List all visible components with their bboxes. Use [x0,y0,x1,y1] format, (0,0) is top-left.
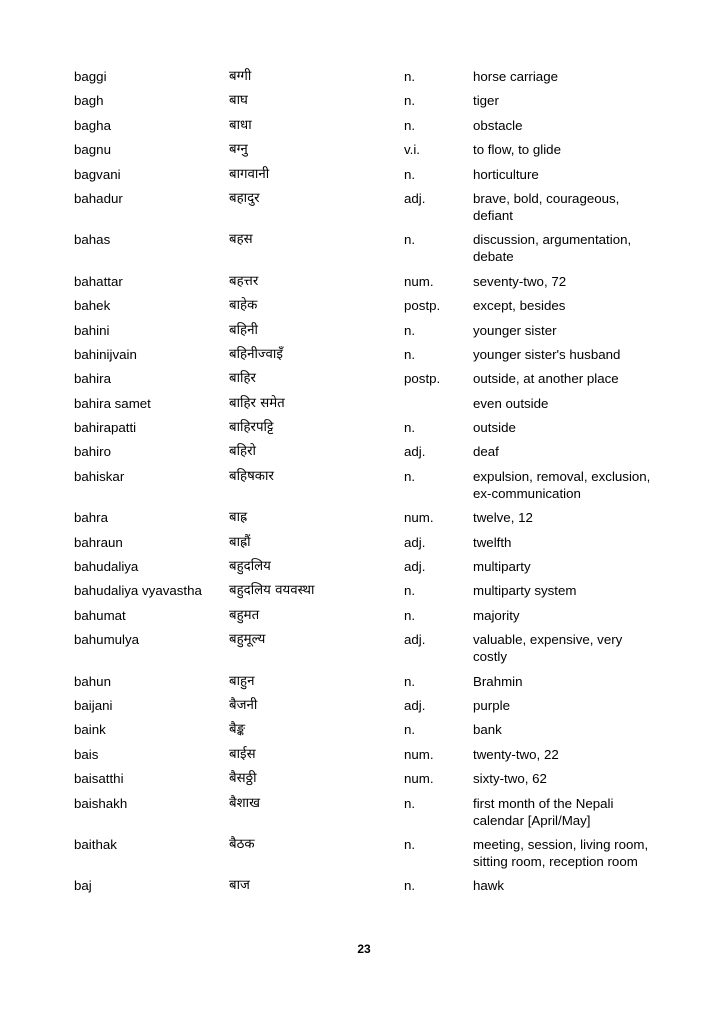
dictionary-entry [74,836,654,870]
dictionary-entry [74,558,654,575]
dictionary-entry [74,190,654,224]
entry-part-of-speech: n. [404,346,416,362]
dictionary-entry [74,582,654,599]
entry-part-of-speech: n. [404,117,416,133]
entry-devanagari-word: बाधा [229,117,252,133]
dictionary-entry [74,231,654,265]
entry-romanized-word: bahira [74,371,111,387]
entry-devanagari-word: बहुमूल्य [229,632,266,648]
entry-part-of-speech: n. [404,69,416,84]
entry-meaning: twelfth [473,534,512,550]
entry-part-of-speech: adj. [404,534,426,550]
entry-meaning: meeting, session, living room, sitting room, reception room [473,836,649,869]
entry-part-of-speech: n. [404,836,416,852]
entry-romanized-word: bagvani [74,166,121,182]
dictionary-entry [74,468,654,502]
entry-devanagari-word: बाहुन [229,673,255,689]
entry-devanagari-word: बहुदलिय वयवस्था [229,583,315,599]
entry-devanagari-word: बैजनी [229,697,258,713]
entry-romanized-word: bahattar [74,273,123,289]
entry-meaning: hawk [473,878,505,894]
entry-devanagari-word: बहुमत [229,607,260,623]
dictionary-entry [74,395,654,412]
entry-meaning: younger sister's husband [473,346,621,362]
dictionary-entry [74,877,654,894]
entry-meaning: brave, bold, courageous, defiant [473,190,620,223]
dictionary-entry [74,273,654,290]
entry-romanized-word: bahudaliya vyavastha [74,583,202,599]
entry-devanagari-word: बहिरो [229,444,256,460]
entry-devanagari-word: बहुदलिय [229,559,271,575]
entry-devanagari-word: बग्नु [229,142,248,158]
entry-devanagari-word: बैसठ्ठी [229,771,257,787]
entry-romanized-word: bahra [74,510,109,526]
entry-romanized-word: bahinijvain [74,346,137,362]
entry-meaning: except, besides [473,298,566,314]
entry-devanagari-word: बैङ्क [229,722,246,738]
entry-meaning: first month of the Nepali calendar [April/May] [473,795,614,828]
dictionary-entry [74,346,654,363]
entry-meaning: to flow, to glide [473,142,561,158]
dictionary-entry [74,607,654,624]
dictionary-entry [74,370,654,387]
entry-part-of-speech: n. [404,795,416,811]
entry-romanized-word: bahini [74,322,110,338]
dictionary-entry [74,443,654,460]
entry-part-of-speech: num. [404,273,434,289]
entry-meaning: majority [473,607,520,623]
entry-romanized-word: bagh [74,93,104,109]
entry-devanagari-word: बाह्रौं [229,534,251,550]
entry-romanized-word: baisatthi [74,771,124,787]
entry-romanized-word: bahraun [74,534,123,550]
dictionary-entry [74,166,654,183]
dictionary-entry [74,534,654,551]
dictionary-entry [74,117,654,134]
dictionary-entry [74,509,654,526]
entry-part-of-speech: adj. [404,444,426,460]
entry-devanagari-word: बहस [229,232,253,248]
dictionary-entry [74,721,654,738]
dictionary-entry [74,419,654,436]
dictionary-entry [74,631,654,665]
entry-meaning: deaf [473,444,499,460]
entry-devanagari-word: बहिषकार [229,468,274,484]
entry-meaning: discussion, argumentation, debate [473,232,632,265]
dictionary-entry [74,322,654,339]
entry-part-of-speech: num. [404,510,434,526]
entry-meaning: horticulture [473,166,539,182]
entry-meaning: even outside [473,395,549,411]
entry-romanized-word: bahira samet [74,395,151,411]
entry-devanagari-word: बाहिर समेत [229,395,285,411]
dictionary-entry [74,68,654,85]
entry-part-of-speech: adj. [404,190,426,206]
entry-devanagari-word: बाघ [229,93,248,109]
dictionary-entry [74,795,654,829]
entry-devanagari-word: बग्गी [229,69,252,84]
entry-romanized-word: bahudaliya [74,559,139,575]
entry-meaning: tiger [473,93,499,109]
entry-part-of-speech: postp. [404,371,441,387]
entry-meaning: horse carriage [473,69,558,84]
entry-meaning: sixty-two, 62 [473,771,547,787]
entry-part-of-speech: n. [404,468,416,484]
entry-meaning: multiparty system [473,583,577,599]
entry-romanized-word: baggi [74,69,107,84]
entry-romanized-word: baink [74,722,106,738]
entry-romanized-word: baijani [74,697,113,713]
entry-part-of-speech: num. [404,771,434,787]
entry-romanized-word: bahek [74,298,111,314]
entry-meaning: Brahmin [473,673,523,689]
entry-devanagari-word: बहिनीज्वाइँ [229,346,283,362]
entry-devanagari-word: बैठक [229,836,255,852]
entry-romanized-word: bahiro [74,444,111,460]
page-number: 23 [357,942,371,956]
entry-meaning: outside [473,420,516,436]
entry-part-of-speech: adj. [404,697,426,713]
entry-meaning: twelve, 12 [473,510,533,526]
entry-devanagari-word: बहिनी [229,322,258,338]
dictionary-entry-list [74,68,654,902]
entry-devanagari-word: बाईस [229,746,256,762]
entry-part-of-speech: adj. [404,632,426,648]
entry-meaning: obstacle [473,117,523,133]
dictionary-entry [74,697,654,714]
entry-meaning: younger sister [473,322,557,338]
entry-romanized-word: bahas [74,232,111,248]
dictionary-entry [74,673,654,690]
entry-part-of-speech: n. [404,420,416,436]
entry-meaning: twenty-two, 22 [473,746,559,762]
entry-meaning: outside, at another place [473,371,619,387]
entry-part-of-speech: n. [404,878,416,894]
dictionary-entry [74,746,654,763]
entry-devanagari-word: बाह्र [229,510,248,526]
entry-devanagari-word: बाहेक [229,298,258,314]
entry-devanagari-word: बाहिर [229,371,256,387]
entry-devanagari-word: बैशाख [229,795,260,811]
entry-romanized-word: bahiskar [74,468,125,484]
entry-romanized-word: bagha [74,117,111,133]
entry-romanized-word: baj [74,878,92,894]
entry-romanized-word: bahirapatti [74,420,137,436]
entry-romanized-word: baishakh [74,795,128,811]
entry-part-of-speech: n. [404,166,416,182]
entry-meaning: seventy-two, 72 [473,273,567,289]
entry-part-of-speech: num. [404,746,434,762]
entry-meaning: multiparty [473,559,531,575]
entry-romanized-word: bahumat [74,607,126,623]
entry-meaning: expulsion, removal, exclusion, ex-communication [473,468,651,501]
entry-romanized-word: bahadur [74,190,123,206]
entry-romanized-word: bahumulya [74,632,140,648]
entry-part-of-speech: adj. [404,559,426,575]
entry-part-of-speech: postp. [404,298,441,314]
entry-devanagari-word: बाज [229,878,250,894]
entry-part-of-speech: n. [404,607,416,623]
dictionary-entry [74,297,654,314]
entry-meaning: purple [473,697,510,713]
entry-part-of-speech: n. [404,673,416,689]
entry-part-of-speech: n. [404,232,416,248]
entry-meaning: bank [473,722,502,738]
entry-part-of-speech: n. [404,583,416,599]
entry-romanized-word: bahun [74,673,111,689]
entry-devanagari-word: बहादुर [229,190,260,206]
entry-part-of-speech: n. [404,322,416,338]
entry-romanized-word: bagnu [74,142,111,158]
entry-romanized-word: bais [74,746,99,762]
entry-meaning: valuable, expensive, very costly [473,632,623,665]
dictionary-entry [74,770,654,787]
entry-devanagari-word: बहत्तर [229,273,259,289]
entry-devanagari-word: बागवानी [229,166,270,182]
entry-part-of-speech: n. [404,722,416,738]
entry-part-of-speech: v.i. [404,142,421,158]
entry-part-of-speech: n. [404,93,416,109]
entry-devanagari-word: बाहिरपट्टि [229,420,274,436]
dictionary-entry [74,141,654,158]
dictionary-entry [74,92,654,109]
entry-romanized-word: baithak [74,836,117,852]
